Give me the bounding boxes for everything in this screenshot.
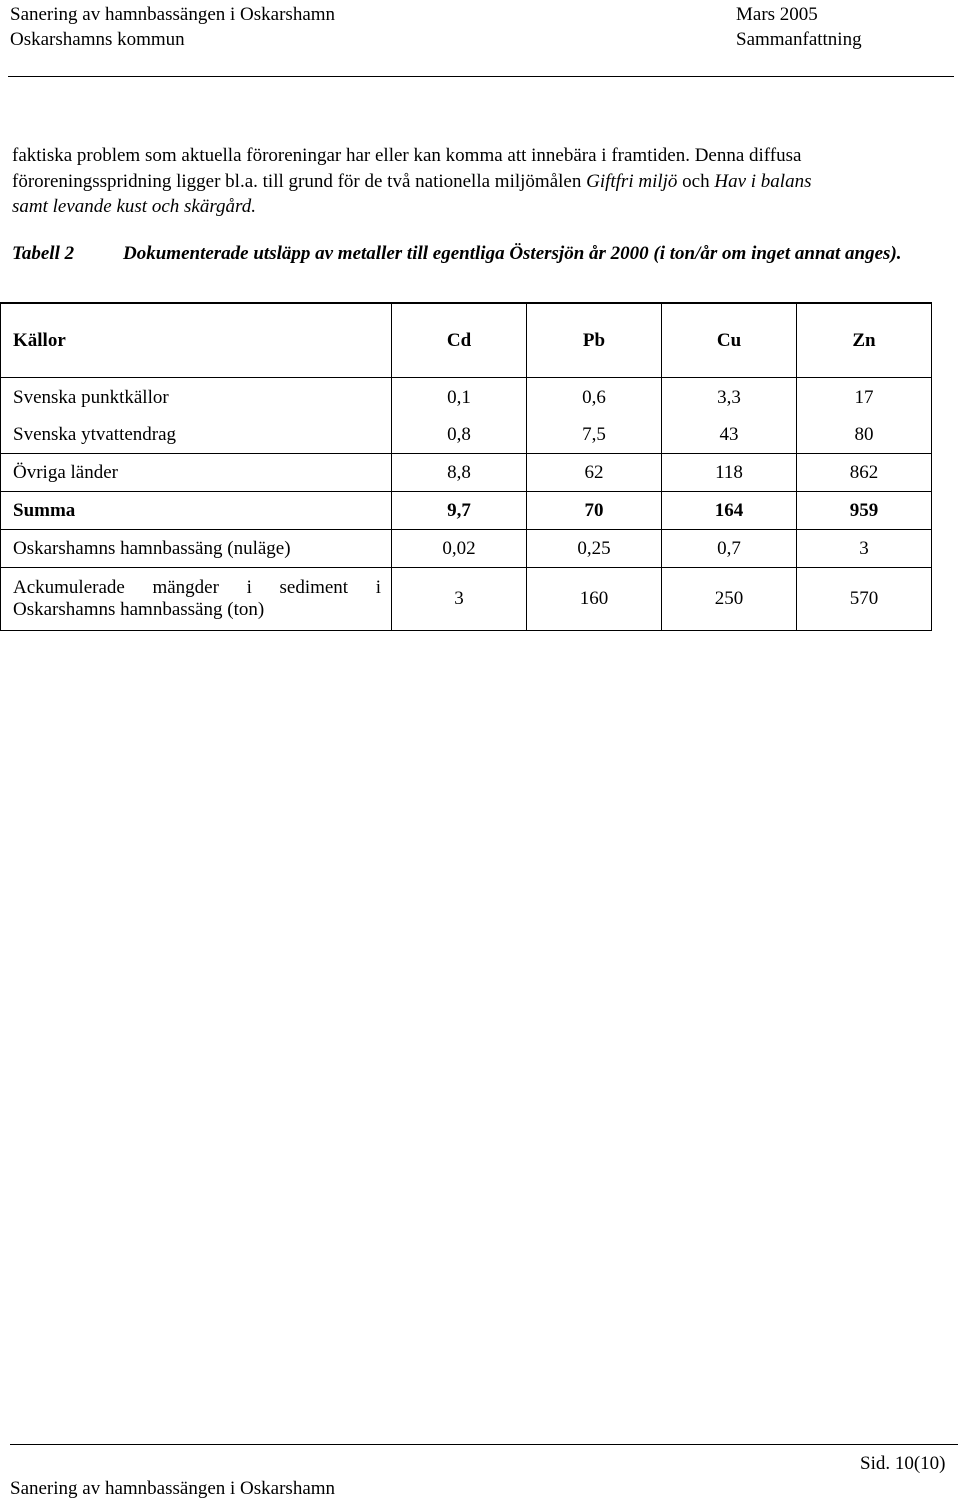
table-cell: Övriga länder <box>1 454 392 492</box>
table-cell: 959 <box>797 492 932 530</box>
table-cell: 0,6 <box>527 378 662 418</box>
table-cell: 164 <box>662 492 797 530</box>
table-row <box>1 454 932 492</box>
table-cell: 250 <box>662 568 797 631</box>
paragraph-text: föroreningsspridning ligger bl.a. till grund för de två nationella miljömålen <box>12 170 587 192</box>
table-cell: 9,7 <box>392 492 527 530</box>
table-cell: 0,1 <box>392 378 527 418</box>
organization-name: Oskarshamns kommun <box>10 29 185 50</box>
header-right <box>736 2 862 52</box>
table-row <box>1 378 932 418</box>
table-row-total <box>1 492 932 530</box>
column-header: Zn <box>797 303 932 378</box>
caption-text: Dokumenterade utsläpp av metaller till egentliga Östersjön år 2000 (i ton/år om inget annat anges). <box>123 243 902 264</box>
header-rule <box>8 76 954 77</box>
column-header: Pb <box>527 303 662 378</box>
column-header: Källor <box>1 303 392 378</box>
table-cell: 0,25 <box>527 530 662 568</box>
table-cell: 70 <box>527 492 662 530</box>
table-cell: 8,8 <box>392 454 527 492</box>
table-cell: 862 <box>797 454 932 492</box>
table-cell: 7,5 <box>527 417 662 454</box>
section-name: Sammanfattning <box>736 29 862 50</box>
goal-giftfri-miljo: Giftfri miljö <box>586 170 678 192</box>
paragraph-text: och <box>677 170 715 192</box>
table-cell: Svenska ytvattendrag <box>1 417 392 454</box>
paragraph-line-1: faktiska problem som aktuella föroreningar har eller kan komma att innebära i framtiden. Denna diffusa <box>12 145 802 166</box>
cell-line: Ackumulerade mängder i sediment i <box>13 577 381 598</box>
goal-continuation: samt levande kust och skärgård. <box>12 196 256 217</box>
metals-table <box>0 302 932 631</box>
table-cell: 3 <box>392 568 527 631</box>
table-cell: 43 <box>662 417 797 454</box>
table-header-row <box>1 303 932 378</box>
table-cell: 0,8 <box>392 417 527 454</box>
document-title: Sanering av hamnbassängen i Oskarshamn <box>10 4 336 25</box>
table-cell: 17 <box>797 378 932 418</box>
caption-label: Tabell 2 <box>12 243 75 264</box>
table-row <box>1 417 932 454</box>
document-date: Mars 2005 <box>736 4 818 25</box>
table-cell: 0,7 <box>662 530 797 568</box>
paragraph-line-3 <box>12 194 952 220</box>
table-cell <box>1 568 392 631</box>
table-cell: 0,02 <box>392 530 527 568</box>
table-cell: Oskarshamns hamnbassäng (nuläge) <box>1 530 392 568</box>
page-number: Sid. 10(10) <box>860 1453 946 1474</box>
table-cell: 62 <box>527 454 662 492</box>
table-cell: Summa <box>1 492 392 530</box>
footer-rule <box>10 1444 958 1445</box>
column-header: Cu <box>662 303 797 378</box>
column-header: Cd <box>392 303 527 378</box>
cell-line: Oskarshamns hamnbassäng (ton) <box>13 599 265 620</box>
table-cell: 118 <box>662 454 797 492</box>
body-paragraph <box>12 143 952 220</box>
table-row <box>1 530 932 568</box>
table-cell: 570 <box>797 568 932 631</box>
table-cell: 3 <box>797 530 932 568</box>
goal-hav-i-balans: Hav i balans <box>714 170 812 192</box>
table-cell: 80 <box>797 417 932 454</box>
table-cell: Svenska punktkällor <box>1 378 392 418</box>
footer-title: Sanering av hamnbassängen i Oskarshamn <box>10 1478 336 1499</box>
paragraph-line-2 <box>12 169 952 195</box>
table-cell: 160 <box>527 568 662 631</box>
table-cell: 3,3 <box>662 378 797 418</box>
table-row <box>1 568 932 631</box>
header-left <box>10 2 335 52</box>
